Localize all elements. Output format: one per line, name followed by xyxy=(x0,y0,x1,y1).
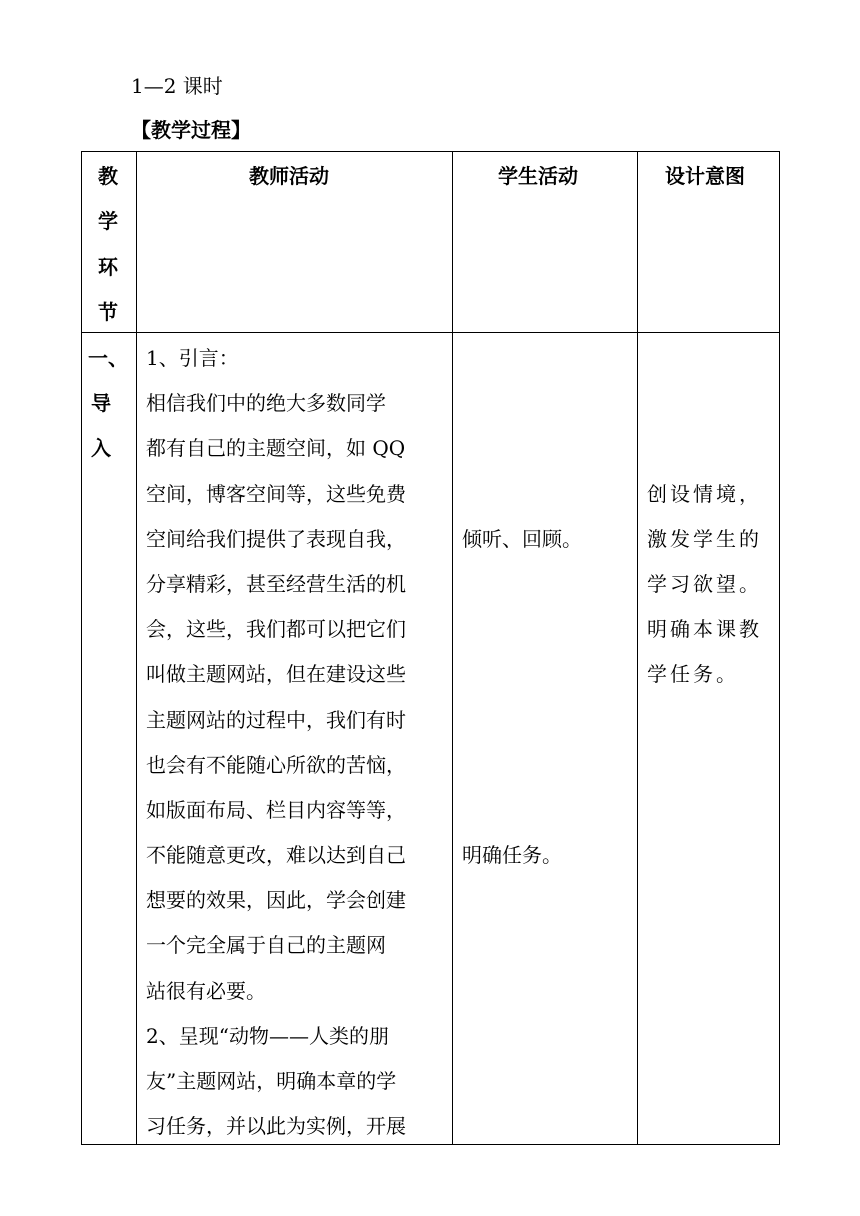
table-col-divider-2 xyxy=(452,151,453,1145)
teacher-text-line: 相信我们中的绝大多数同学 xyxy=(146,391,386,415)
stage-header-char: 节 xyxy=(98,300,118,324)
table-left-border xyxy=(81,151,82,1145)
intent-text-line: 明确本课教 xyxy=(647,617,762,641)
teacher-text-line: 友”主题网站，明确本章的学 xyxy=(146,1069,397,1093)
lesson-hours: 1—2 课时 xyxy=(131,74,223,98)
teacher-text-line: 叫做主题网站，但在建设这些 xyxy=(146,662,406,686)
table-col-divider-3 xyxy=(637,151,638,1145)
student-note: 明确任务。 xyxy=(462,843,562,867)
teacher-text-line: 习任务，并以此为实例，开展 xyxy=(146,1114,406,1138)
table-header-divider xyxy=(81,332,780,333)
header-cell-intent: 设计意图 xyxy=(665,164,745,188)
teacher-text-line: 主题网站的过程中，我们有时 xyxy=(146,708,406,732)
teacher-text-line: 站很有必要。 xyxy=(146,979,266,1003)
teacher-text-line: 不能随意更改，难以达到自己 xyxy=(146,843,406,867)
intent-text-line: 学习欲望。 xyxy=(647,572,762,596)
teacher-text-line: 空间，博客空间等，这些免费 xyxy=(146,482,406,506)
table-bottom-border xyxy=(81,1144,780,1145)
header-cell-student: 学生活动 xyxy=(498,164,578,188)
intent-text-line: 学任务。 xyxy=(647,662,739,686)
section-title: 【教学过程】 xyxy=(131,118,251,142)
teacher-text-line: 也会有不能随心所欲的苦恼， xyxy=(146,753,406,777)
table-top-border xyxy=(81,151,780,152)
teacher-text-line: 2、呈现“动物——人类的朋 xyxy=(146,1024,389,1048)
teacher-text-line: 会，这些，我们都可以把它们 xyxy=(146,617,406,641)
stage-char: 入 xyxy=(91,436,111,460)
intent-text-line: 创设情境， xyxy=(647,482,762,506)
teacher-text-line: 想要的效果，因此，学会创建 xyxy=(146,888,406,912)
teacher-text-line: 如版面布局、栏目内容等等， xyxy=(146,798,406,822)
stage-number: 一、 xyxy=(88,346,128,370)
teacher-text-line: 都有自己的主题空间，如 QQ xyxy=(146,436,406,460)
teacher-text-line: 1、引言： xyxy=(146,346,239,370)
table-col-divider-1 xyxy=(136,151,137,1145)
stage-header-char: 环 xyxy=(98,255,118,279)
stage-char: 导 xyxy=(91,391,111,415)
teacher-text-line: 空间给我们提供了表现自我， xyxy=(146,527,406,551)
table-right-border xyxy=(779,151,780,1145)
header-cell-teacher: 教师活动 xyxy=(249,164,329,188)
stage-header-char: 教 xyxy=(98,164,118,188)
intent-text-line: 激发学生的 xyxy=(647,527,762,551)
student-note: 倾听、回顾。 xyxy=(462,527,582,551)
stage-header-char: 学 xyxy=(98,209,118,233)
teacher-text-line: 一个完全属于自己的主题网 xyxy=(146,933,386,957)
teacher-text-line: 分享精彩，甚至经营生活的机 xyxy=(146,572,406,596)
